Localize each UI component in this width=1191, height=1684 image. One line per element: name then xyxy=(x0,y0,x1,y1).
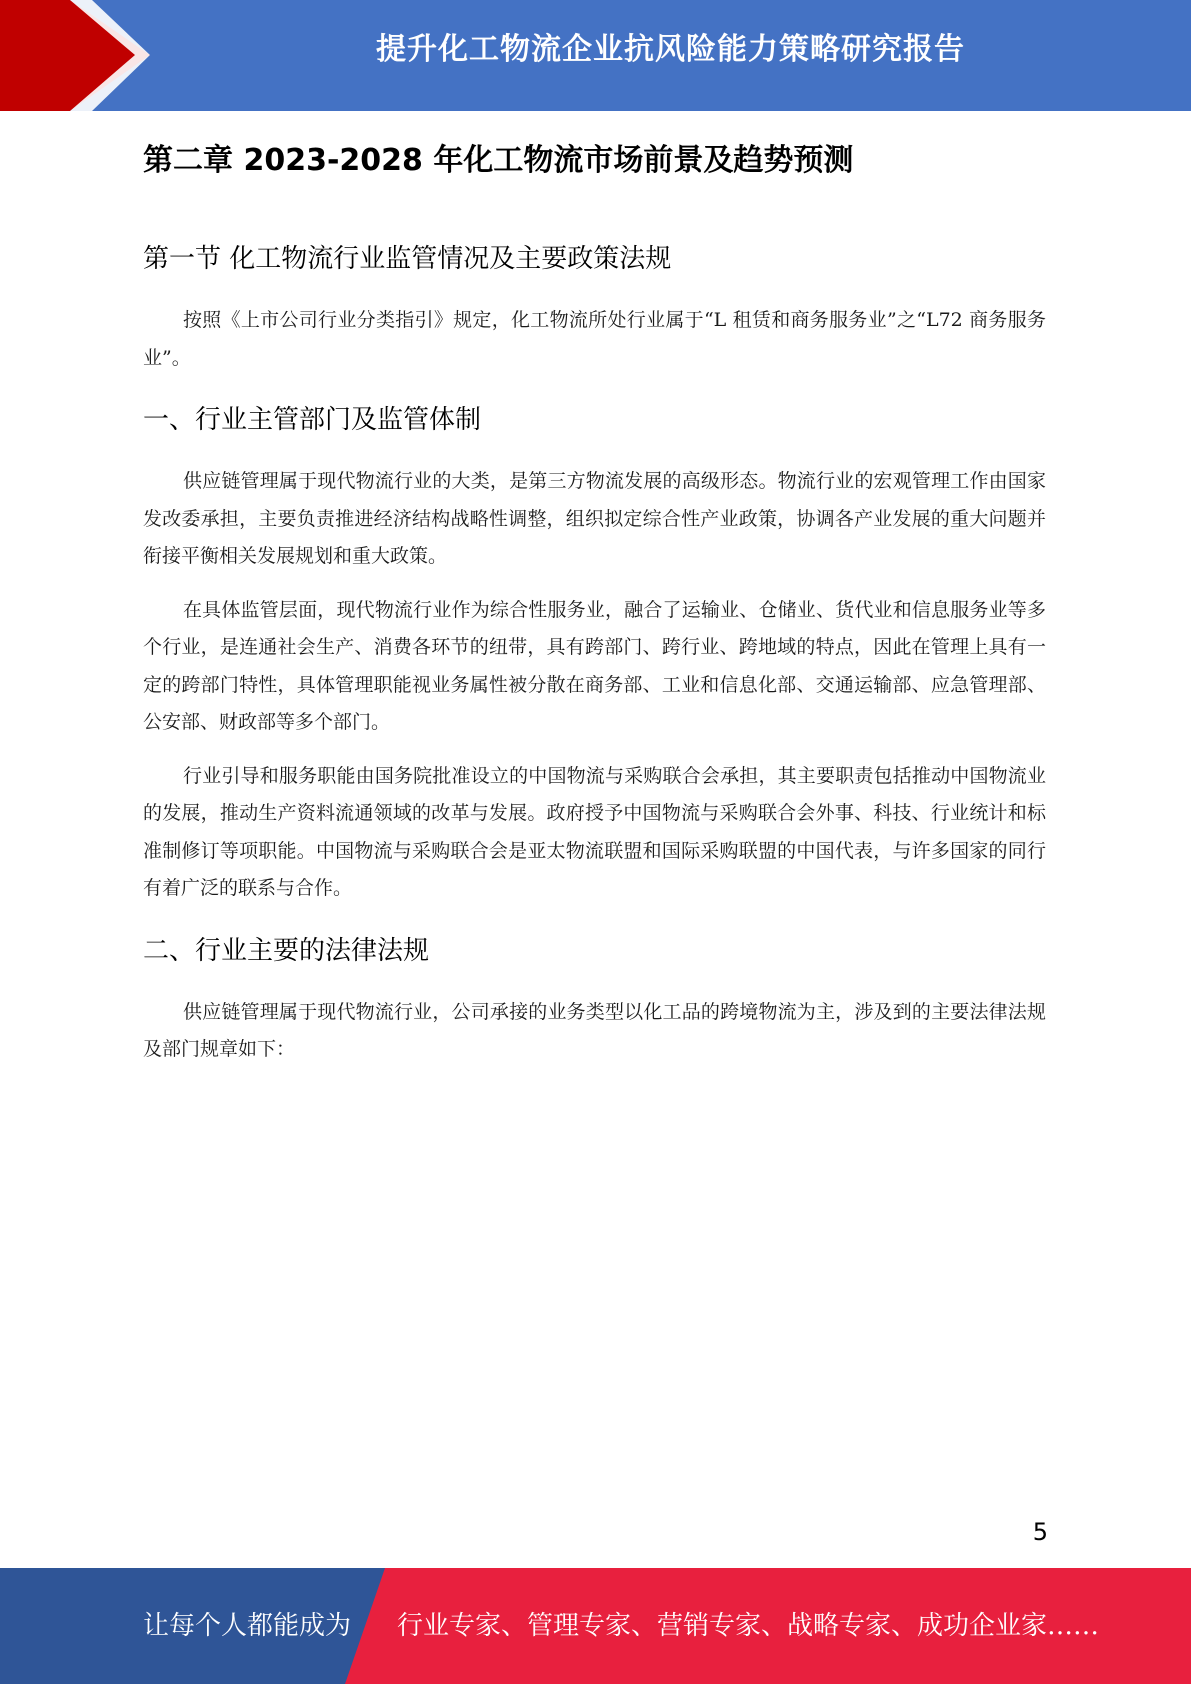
report-title: 提升化工物流企业抗风险能力策略研究报告 xyxy=(376,32,965,67)
subsection-1-paragraph-2: 在具体监管层面，现代物流行业作为综合性服务业，融合了运输业、仓储业、货代业和信息服务业等多个行业，是连通社会生产、消费各环节的纽带，具有跨部门、跨行业、跨地域的特点，因此在管理上具有一定的跨部门特性，具体管理职能视业务属性被分散在商务部、工业和信息化部、交通运输部、应急管理部、公安部、财政部等多个部门。 xyxy=(143,598,1046,733)
page-number: 5 xyxy=(1032,1518,1048,1546)
page-content xyxy=(143,136,1046,1069)
footer-slogan-left: 让每个人都能成为 xyxy=(143,1611,352,1641)
chapter-title: 第二章 2023-2028 年化工物流市场前景及趋势预测 xyxy=(143,143,854,178)
subsection-2-title: 二、行业主要的法律法规 xyxy=(143,935,430,966)
subsection-1-paragraph-3: 行业引导和服务职能由国务院批准设立的中国物流与采购联合会承担，其主要职责包括推动中国物流业的发展，推动生产资料流通领域的改革与发展。政府授予中国物流与采购联合会外事、科技、行业统计和标准制修订等项职能。中国物流与采购联合会是亚太物流联盟和国际采购联盟的中国代表，与许多国家的同行有着广泛的联系与合作。 xyxy=(143,764,1046,899)
subsection-1-title: 一、行业主管部门及监管体制 xyxy=(143,405,482,435)
section-title: 第一节 化工物流行业监管情况及主要政策法规 xyxy=(143,244,672,274)
subsection-2-paragraph-1: 供应链管理属于现代物流行业，公司承接的业务类型以化工品的跨境物流为主，涉及到的主要法律法规及部门规章如下： xyxy=(143,1000,1046,1060)
footer-banner xyxy=(0,1568,1191,1684)
subsection-1-paragraph-1: 供应链管理属于现代物流行业的大类，是第三方物流发展的高级形态。物流行业的宏观管理工作由国家发改委承担，主要负责推进经济结构战略性调整，组织拟定综合性产业政策，协调各产业发展的重大问题并衔接平衡相关发展规划和重大政策。 xyxy=(143,470,1046,567)
header-banner xyxy=(0,0,1191,111)
header-arrow-decoration xyxy=(0,0,160,111)
footer-slogan-right: 行业专家、管理专家、营销专家、战略专家、成功企业家…… xyxy=(397,1611,1100,1641)
intro-paragraph: 按照《上市公司行业分类指引》规定，化工物流所处行业属于“L 租赁和商务服务业”之“L72 商务服务业”。 xyxy=(143,309,1046,369)
